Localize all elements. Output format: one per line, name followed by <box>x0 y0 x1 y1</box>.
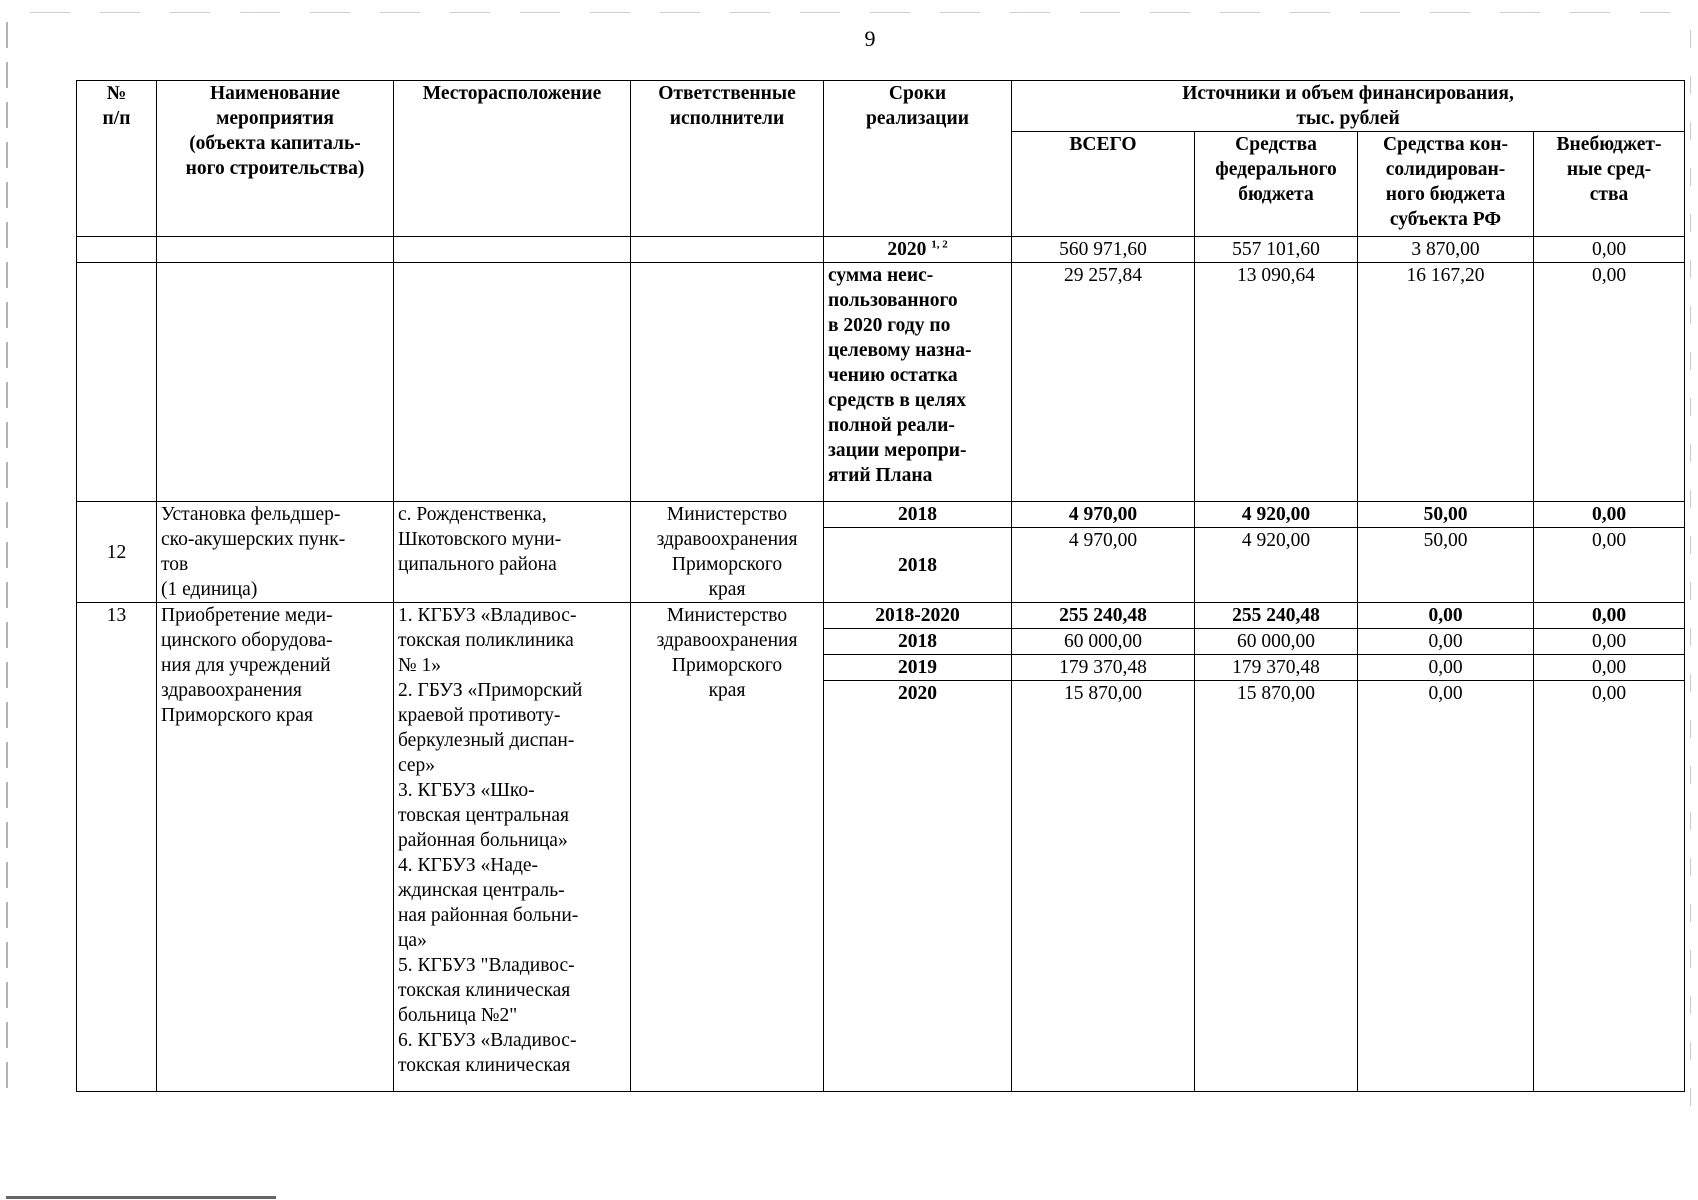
cell-empty <box>394 237 631 263</box>
cell-executors: Министерство здравоохранения Приморского края <box>631 502 824 603</box>
cell-federal: 4 920,00 <box>1195 528 1358 603</box>
cell-extra: 0,00 <box>1534 528 1685 603</box>
cell-consolidated: 16 167,20 <box>1358 263 1534 502</box>
cell-empty <box>77 237 157 263</box>
cell-consolidated: 0,00 <box>1358 655 1534 681</box>
term-year: 2020 <box>887 239 927 260</box>
cell-executors: Министерство здравоохранения Приморского края <box>631 603 824 1092</box>
cell-name: Установка фельдшер- ско-акушерских пунк- тов (1 единица) <box>157 502 394 603</box>
cell-location: 1. КГБУЗ «Владивос- токская поликлиника № 1» 2. ГБУЗ «Приморский краевой противоту- беркулезный диспан- сер» 3. КГБУЗ «Шко- товская центральная районная больница» 4. КГБУЗ «Наде- ждинская централь- ная районная больни- ца» 5. КГБУЗ "Владивос- токская клиническая больница №2" 6. КГБУЗ «Владивос- токская клиническая <box>394 603 631 1092</box>
cell-total: 15 870,00 <box>1012 681 1195 1092</box>
cell-consolidated: 0,00 <box>1358 629 1534 655</box>
cell-federal: 557 101,60 <box>1195 237 1358 263</box>
scan-artifact-left <box>6 22 8 1102</box>
header-executors: Ответственные исполнители <box>631 81 824 237</box>
cell-empty <box>77 263 157 502</box>
cell-total: 60 000,00 <box>1012 629 1195 655</box>
cell-total: 560 971,60 <box>1012 237 1195 263</box>
cell-term: 2018 <box>824 502 1012 528</box>
cell-empty <box>631 237 824 263</box>
cell-extra: 0,00 <box>1534 263 1685 502</box>
cell-term: 2018 <box>824 629 1012 655</box>
table-row <box>77 502 1685 528</box>
cell-extra: 0,00 <box>1534 603 1685 629</box>
header-name: Наименование мероприятия (объекта капиталь- ного строительства) <box>157 81 394 237</box>
cell-consolidated: 0,00 <box>1358 681 1534 1092</box>
header-total: ВСЕГО <box>1012 132 1195 237</box>
header-consolidated: Средства кон- солидирован- ного бюджета субъекта РФ <box>1358 132 1534 237</box>
header-num: № п/п <box>77 81 157 237</box>
header-row-1 <box>77 81 1685 132</box>
cell-empty <box>157 237 394 263</box>
table-row <box>77 603 1685 629</box>
cell-total: 4 970,00 <box>1012 502 1195 528</box>
cell-federal: 13 090,64 <box>1195 263 1358 502</box>
cell-num: 12 <box>77 502 157 603</box>
scan-artifact-right <box>1690 30 1691 1110</box>
cell-extra: 0,00 <box>1534 655 1685 681</box>
cell-term: 2018-2020 <box>824 603 1012 629</box>
scan-artifact-bottom <box>6 1196 276 1199</box>
cell-federal: 179 370,48 <box>1195 655 1358 681</box>
cell-extra: 0,00 <box>1534 681 1685 1092</box>
cell-term: 2018 <box>824 528 1012 603</box>
cell-consolidated: 0,00 <box>1358 603 1534 629</box>
cell-federal: 255 240,48 <box>1195 603 1358 629</box>
table-row <box>77 237 1685 263</box>
cell-consolidated: 50,00 <box>1358 528 1534 603</box>
cell-consolidated: 50,00 <box>1358 502 1534 528</box>
page-number: 9 <box>864 26 876 51</box>
cell-empty <box>394 263 631 502</box>
header-federal: Средства федерального бюджета <box>1195 132 1358 237</box>
scan-artifact-top <box>30 12 1670 13</box>
cell-total: 29 257,84 <box>1012 263 1195 502</box>
table-row <box>77 263 1685 502</box>
cell-extra: 0,00 <box>1534 237 1685 263</box>
cell-extra: 0,00 <box>1534 629 1685 655</box>
header-location: Месторасположение <box>394 81 631 237</box>
cell-extra: 0,00 <box>1534 502 1685 528</box>
header-extrabudgetary: Внебюджет- ные сред- ства <box>1534 132 1685 237</box>
cell-term: 2020 <box>824 681 1012 1092</box>
cell-consolidated: 3 870,00 <box>1358 237 1534 263</box>
cell-federal: 15 870,00 <box>1195 681 1358 1092</box>
financing-table <box>76 80 1685 1092</box>
cell-total: 179 370,48 <box>1012 655 1195 681</box>
header-funding-group: Источники и объем финансирования, тыс. рублей <box>1012 81 1685 132</box>
cell-total: 4 970,00 <box>1012 528 1195 603</box>
term-footnote: 1, 2 <box>931 238 948 251</box>
cell-name: Приобретение меди- цинского оборудова- ния для учреждений здравоохранения Приморского края <box>157 603 394 1092</box>
cell-federal: 4 920,00 <box>1195 502 1358 528</box>
cell-term <box>824 237 1012 263</box>
header-terms: Сроки реализации <box>824 81 1012 237</box>
cell-term: 2019 <box>824 655 1012 681</box>
cell-location: с. Рожденственка, Шкотовского муни- ципального района <box>394 502 631 603</box>
cell-term-note: сумма неис- пользованного в 2020 году по целевому назна- чению остатка средств в целях полной реали- зации меропри- ятий Плана <box>824 263 1012 502</box>
cell-num: 13 <box>77 603 157 1092</box>
cell-total: 255 240,48 <box>1012 603 1195 629</box>
cell-empty <box>157 263 394 502</box>
cell-empty <box>631 263 824 502</box>
cell-federal: 60 000,00 <box>1195 629 1358 655</box>
